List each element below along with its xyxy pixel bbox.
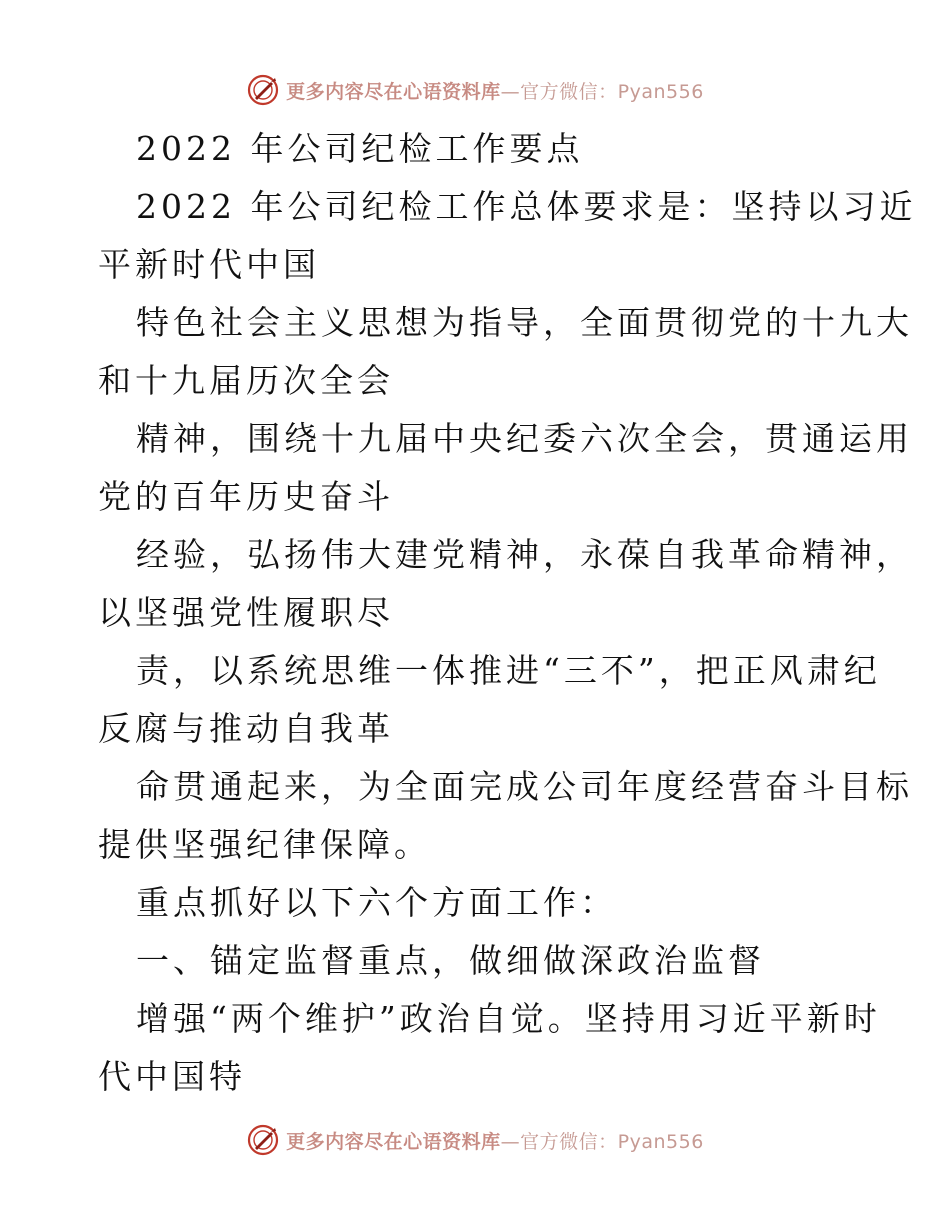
text-line: 2022 年公司纪检工作要点 <box>136 129 584 168</box>
text-line: 反腐与推动自我革 <box>98 709 394 748</box>
watermark-wechat-label: 官方微信：Pyan556 <box>520 80 704 103</box>
watermark-footer <box>0 1120 950 1160</box>
text-line: 以坚强党性履职尽 <box>98 593 394 632</box>
document-body <box>98 120 917 1106</box>
watermark-dash: — <box>500 1130 521 1153</box>
text-line: 代中国特 <box>98 1057 246 1096</box>
watermark-wechat-label: 官方微信：Pyan556 <box>520 1130 704 1153</box>
text-line: 命贯通起来，为全面完成公司年度经营奋斗目标 <box>136 767 913 806</box>
text-line: 党的百年历史奋斗 <box>98 477 394 516</box>
text-line: 增强“两个维护”政治自觉。坚持用习近平新时 <box>136 999 881 1038</box>
text-line: 经验，弘扬伟大建党精神，永葆自我革命精神， <box>136 535 913 574</box>
text-line: 一、锚定监督重点，做细做深政治监督 <box>136 941 765 980</box>
text-line: 和十九届历次全会 <box>98 361 394 400</box>
text-line: 重点抓好以下六个方面工作： <box>136 883 617 922</box>
text-line: 平新时代中国 <box>98 245 320 284</box>
watermark-dash: — <box>500 80 521 103</box>
text-line: 特色社会主义思想为指导，全面贯彻党的十九大 <box>136 303 913 342</box>
watermark-header <box>0 70 950 110</box>
watermark-site-label: 更多内容尽在心语资料库 <box>286 1130 501 1153</box>
brand-logo-icon <box>246 1123 280 1157</box>
text-line: 精神，围绕十九届中央纪委六次全会，贯通运用 <box>136 419 913 458</box>
brand-logo-icon <box>246 73 280 107</box>
text-line: 提供坚强纪律保障。 <box>98 825 431 864</box>
text-line: 责，以系统思维一体推进“三不”，把正风肃纪 <box>136 651 881 690</box>
watermark-site-label: 更多内容尽在心语资料库 <box>286 80 501 103</box>
text-line: 2022 年公司纪检工作总体要求是：坚持以习近 <box>136 187 917 226</box>
